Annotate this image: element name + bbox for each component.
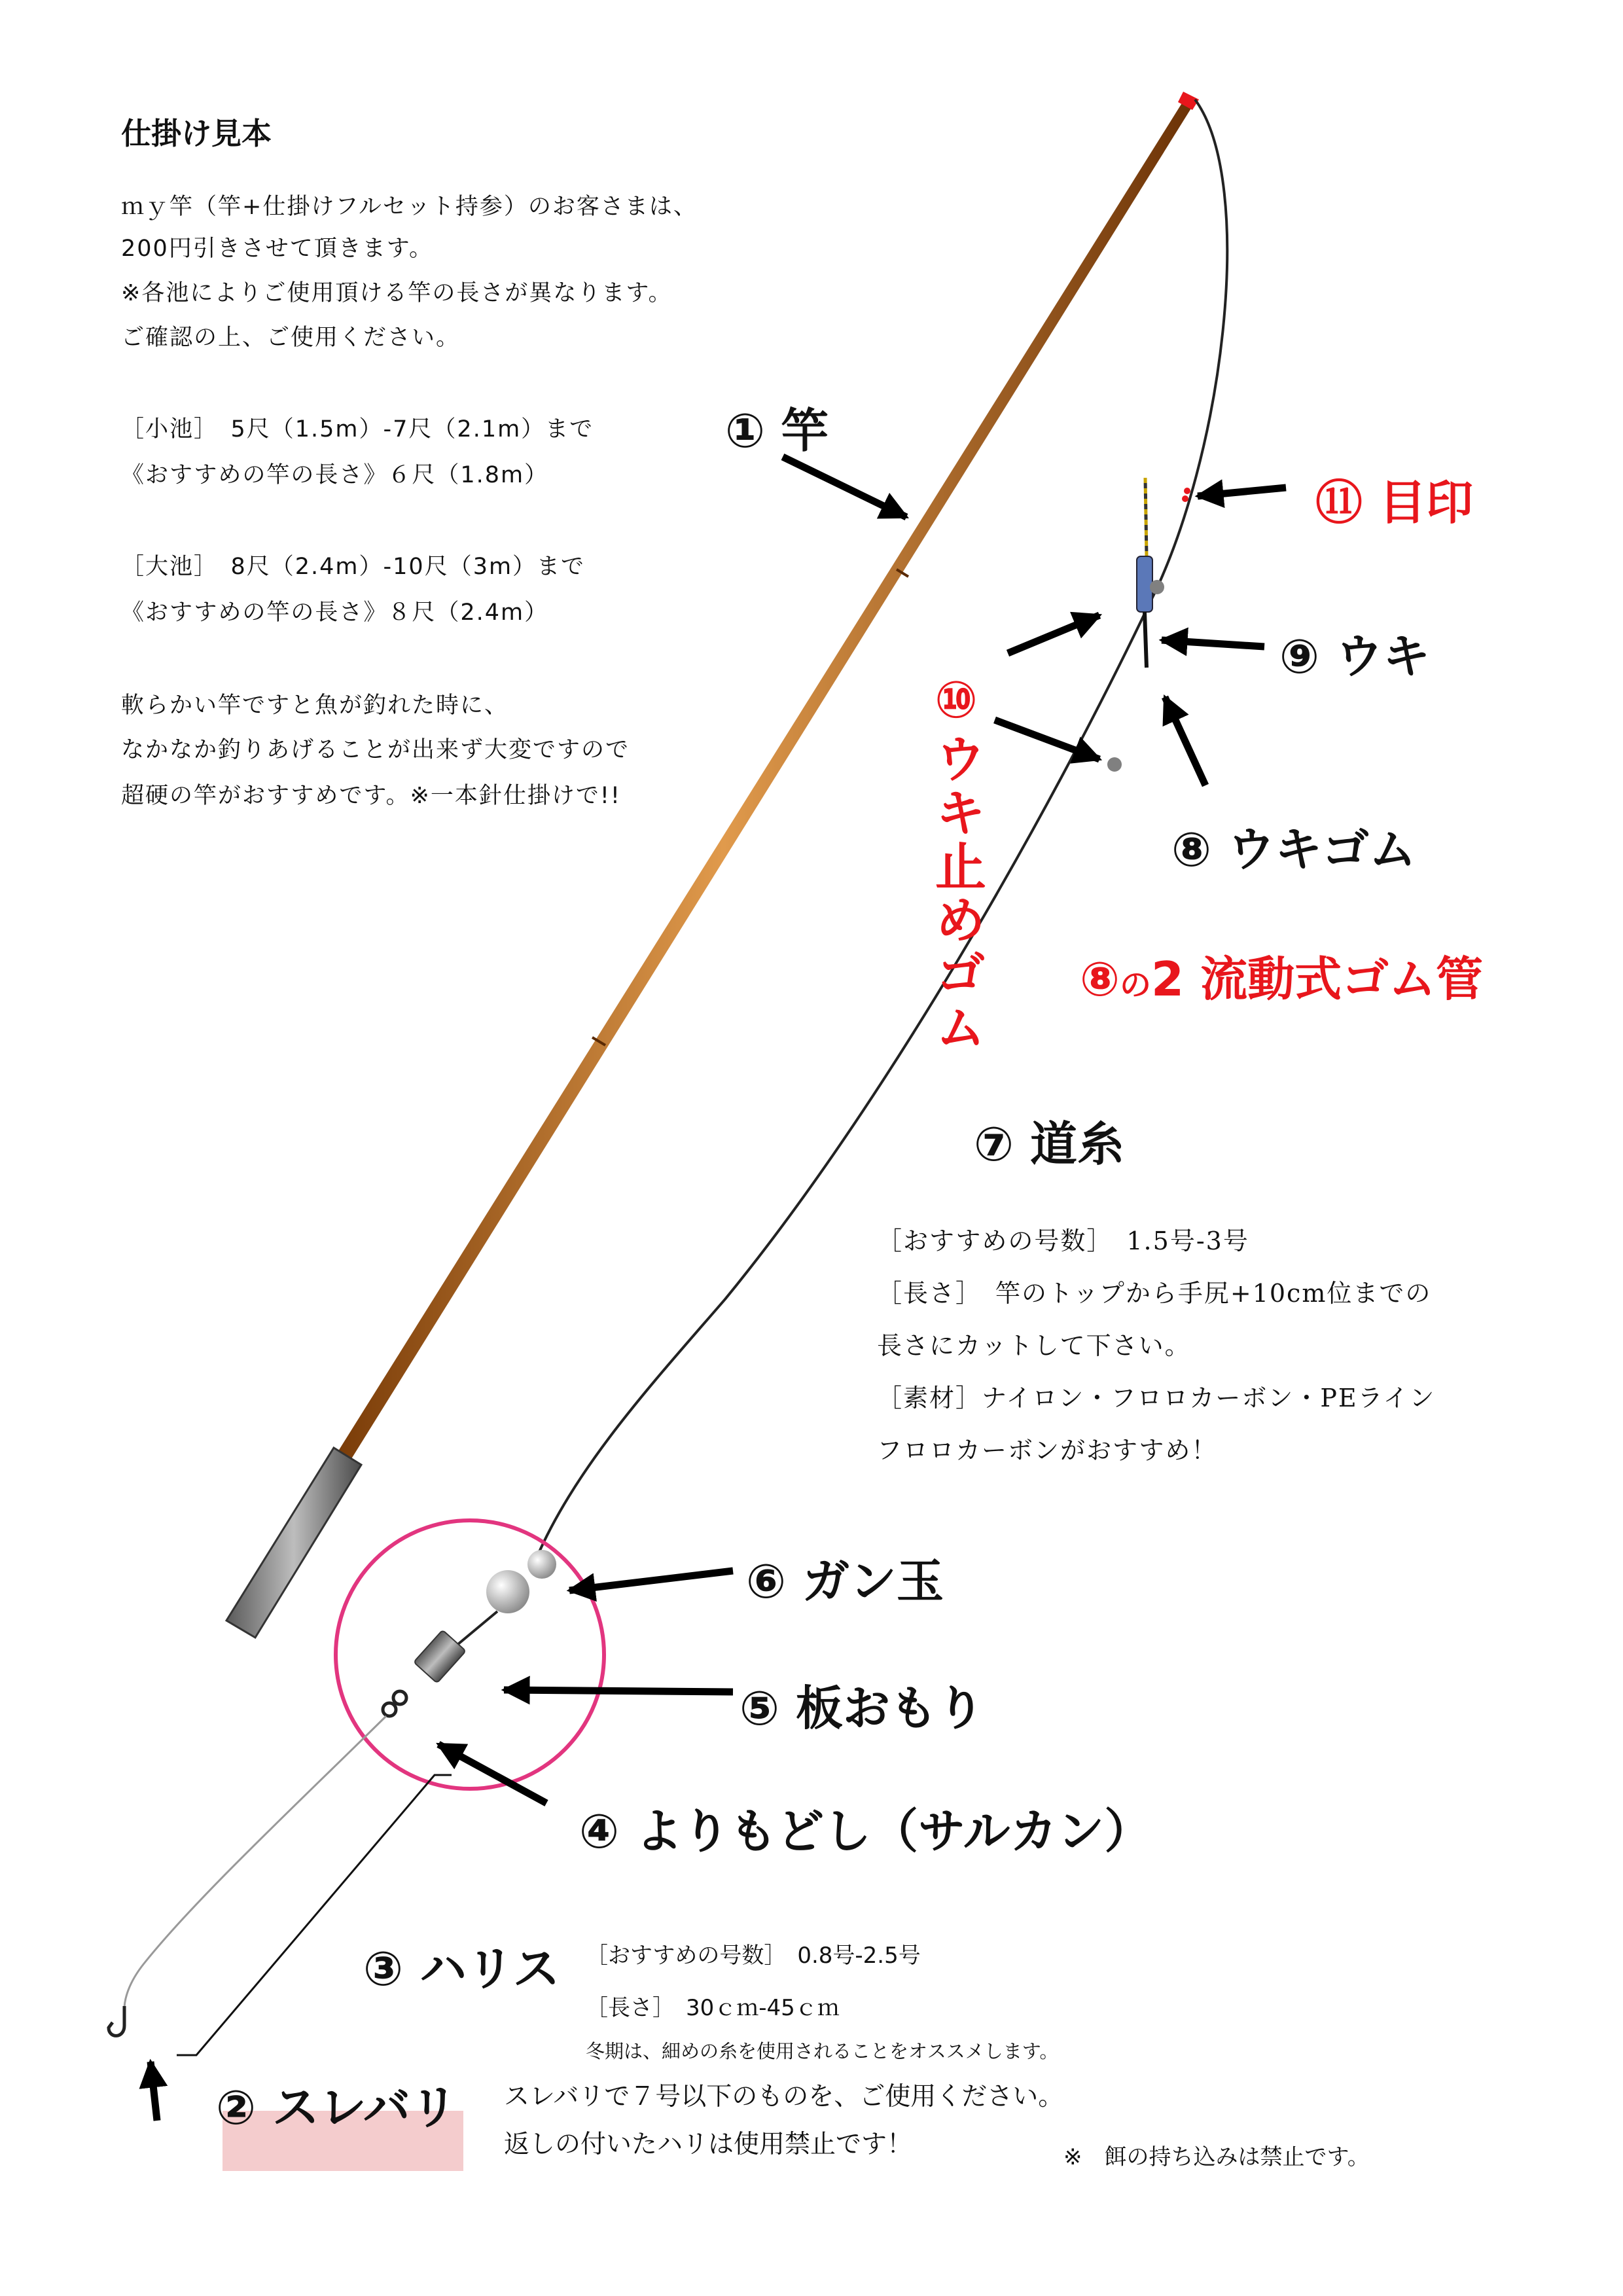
label-float: ⑨ ウキ	[1279, 629, 1431, 684]
label-swivel: ④ よりもどし（サルカン）	[579, 1804, 1152, 1859]
leader-info: ［おすすめの号数］ 0.8号-2.5号	[586, 1943, 921, 1969]
label-rod: ① 竿	[725, 403, 829, 458]
intro-line: ご確認の上、ご使用ください。	[121, 325, 461, 351]
arrow-float-rubber	[1165, 697, 1205, 785]
hook-info: 返しの付いたハリは使用禁止です！	[504, 2130, 913, 2159]
hook-info: スレバリで７号以下のものを、ご使用ください。	[504, 2082, 1064, 2111]
split-shot	[527, 1550, 556, 1579]
leader-info: 冬期は、細めの糸を使用されることをオススメします。	[586, 2040, 1059, 2062]
marker-dot	[1182, 495, 1188, 502]
label-hook: ② スレバリ	[216, 2080, 457, 2135]
arrow-float-right	[1162, 640, 1264, 647]
intro-line: ｍｙ竿（竿+仕掛けフルセット持参）のお客さまは、	[121, 194, 698, 220]
label-main-line: ⑦ 道糸	[974, 1117, 1125, 1172]
intro-line: ［大池］ 8尺（2.4m）-10尺（3m）まで	[121, 554, 586, 580]
bait-note: ※ 餌の持ち込みは禁止です。	[1063, 2144, 1370, 2170]
label-marker: ⑪ 目印	[1315, 475, 1474, 530]
sliding-tube-name: 2 流動式ゴム管	[1150, 952, 1484, 1007]
rig-highlight-circle	[336, 1520, 604, 1789]
label-leader: ③ ハリス	[363, 1941, 560, 1996]
label-split-shot: ⑥ ガン玉	[746, 1554, 944, 1609]
main-line-info: ［長さ］ 竿のトップから手尻+10cm位までの	[877, 1279, 1432, 1308]
marker-dot	[1184, 488, 1190, 494]
intro-line: ［小池］ 5尺（1.5m）-7尺（2.1m）まで	[121, 416, 594, 442]
leader-length-bracket	[177, 1775, 452, 2055]
intro-line: 《おすすめの竿の長さ》６尺（1.8m）	[121, 462, 549, 488]
main-line-info: フロロカーボンがおすすめ！	[877, 1436, 1218, 1465]
page-title: 仕掛け見本	[121, 116, 272, 151]
intro-line: 《おすすめの竿の長さ》８尺（2.4m）	[121, 600, 549, 626]
arrow-marker	[1198, 488, 1286, 496]
arrow-plate-sinker	[504, 1690, 733, 1692]
intro-line: 200円引きさせて頂きます。	[121, 236, 434, 262]
leader-info: ［長さ］ 30ｃｍ-45ｃｍ	[586, 1995, 840, 2021]
plate-sinker	[414, 1630, 466, 1683]
main-line-info: ［おすすめの号数］ 1.5号-3号	[877, 1227, 1249, 1255]
main-line-info: ［素材］ナイロン・フロロカーボン・PEライン	[877, 1384, 1436, 1412]
label-float-rubber: ⑧ ウキゴム	[1171, 822, 1417, 877]
float-stopper-dot	[1107, 757, 1122, 772]
arrow-float-stopper	[995, 720, 1099, 759]
intro-line: 軟らかい竿ですと魚が釣れた時に、	[121, 692, 509, 719]
hook	[109, 2006, 124, 2036]
arrow-hook	[151, 2062, 157, 2121]
intro-line: 超硬の竿がおすすめです。※一本針仕掛けで!!	[121, 783, 621, 809]
label-sliding-tube	[1080, 941, 1483, 1009]
label-float-stopper: ⑩ウキ止めゴム	[927, 671, 986, 1054]
float	[1137, 478, 1164, 668]
swivel	[383, 1691, 406, 1716]
sliding-tube-no: の	[1119, 967, 1151, 1003]
split-shot	[486, 1570, 529, 1613]
leader-line	[124, 1716, 386, 2009]
arrow-rod	[783, 457, 906, 517]
intro-line: なかなか釣りあげることが出来ず大変ですので	[121, 737, 630, 763]
rod-grip	[226, 1448, 361, 1638]
label-plate-sinker: ⑤ 板おもり	[740, 1681, 985, 1736]
sliding-tube-number: ⑧	[1080, 952, 1120, 1007]
intro-line: ※各池によりご使用頂ける竿の長さが異なります。	[121, 280, 673, 306]
arrow-split-shot	[569, 1571, 733, 1590]
arrow-float-left	[1008, 615, 1099, 653]
main-line-info: 長さにカットして下さい。	[877, 1331, 1191, 1360]
